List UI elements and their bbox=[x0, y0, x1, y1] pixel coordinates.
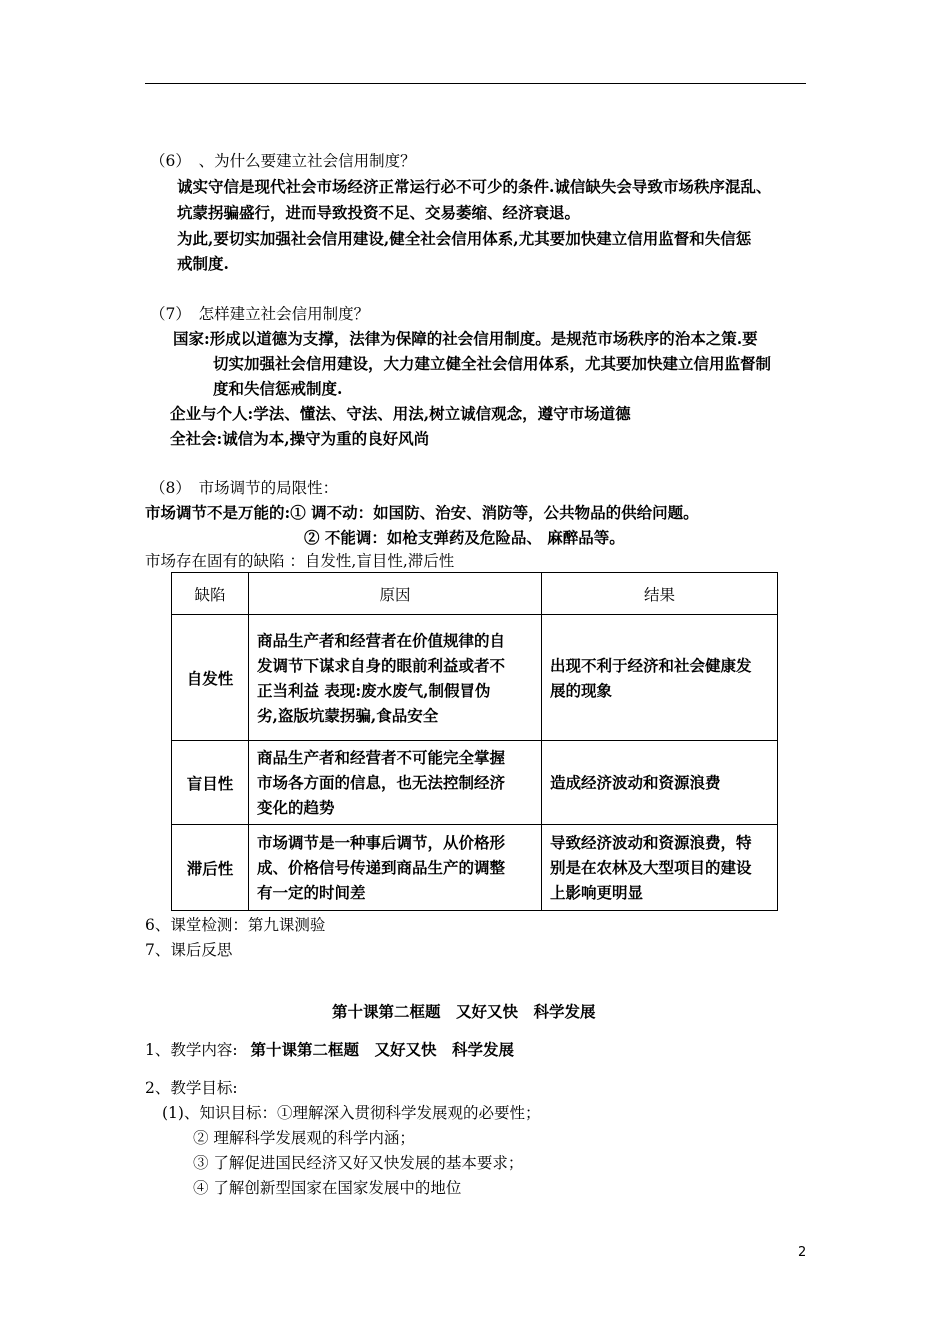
cause-line: 市场调节是一种事后调节，从价格形 bbox=[257, 833, 506, 852]
classroom-test: 6、课堂检测：第九课测验 bbox=[145, 916, 326, 934]
cause-line: 变化的趋势 bbox=[257, 798, 335, 817]
cause-line: 商品生产者和经营者在价值规律的自 bbox=[257, 630, 506, 650]
table-cell-defect bbox=[171, 614, 249, 741]
table-cell-cause bbox=[248, 824, 542, 911]
cause-line: 正当利益 表现:废水废气,制假冒伪 bbox=[257, 680, 491, 700]
q8-line: 市场调节不是万能的:① 调不动：如国防、治安、消防等，公共物品的供给问题。 bbox=[145, 503, 699, 522]
q8-title: （8） 市场调节的局限性： bbox=[150, 479, 339, 497]
q7-line: 国家:形成以道德为支撑，法律为保障的社会信用制度。是规范市场秩序的治本之策.要 bbox=[173, 329, 758, 348]
result-line: 造成经济波动和资源浪费 bbox=[550, 773, 721, 792]
table-cell-result bbox=[541, 824, 778, 911]
defect-label: 盲目性 bbox=[186, 773, 234, 793]
header-rule bbox=[145, 83, 806, 84]
q6-line: 为此,要切实加强社会信用建设,健全社会信用体系,尤其要加快建立信用监督和失信惩 bbox=[177, 229, 752, 248]
result-line: 展的现象 bbox=[550, 680, 613, 700]
q8-line: 市场存在固有的缺陷 ：自发性,盲目性,滞后性 bbox=[145, 552, 455, 570]
lesson-heading: 第十课第二框题 又好又快 科学发展 bbox=[332, 1002, 596, 1021]
table-cell-cause bbox=[248, 614, 542, 741]
table-cell-defect bbox=[171, 740, 249, 825]
content-label: 1、教学内容: bbox=[145, 1041, 238, 1059]
cause-line: 商品生产者和经营者不可能完全掌握 bbox=[257, 748, 506, 767]
defect-label: 滞后性 bbox=[186, 858, 234, 878]
q6-line: 坑蒙拐骗盛行，进而导致投资不足、交易萎缩、经济衰退。 bbox=[177, 203, 581, 222]
cause-line: 发调节下谋求自身的眼前利益或者不 bbox=[257, 655, 506, 675]
goal-item: ③ 了解促进国民经济又好又快发展的基本要求； bbox=[193, 1154, 524, 1172]
goal-item: (1)、知识目标：①理解深入贯彻科学发展观的必要性； bbox=[162, 1104, 541, 1122]
q6-line: 戒制度. bbox=[177, 254, 229, 273]
reflection: 7、课后反思 bbox=[145, 941, 233, 959]
goals-label: 2、教学目标: bbox=[145, 1079, 238, 1097]
content-value: 第十课第二框题 又好又快 科学发展 bbox=[250, 1040, 515, 1059]
goal-item: ④ 了解创新型国家在国家发展中的地位 bbox=[193, 1179, 462, 1197]
table-cell-result bbox=[541, 740, 778, 825]
table-cell-result bbox=[541, 614, 778, 741]
table-cell-defect bbox=[171, 824, 249, 911]
defect-label: 自发性 bbox=[186, 668, 234, 688]
q7-title: （7） 怎样建立社会信用制度？ bbox=[150, 305, 370, 323]
table-header-defect: 缺陷 bbox=[171, 572, 249, 615]
cause-line: 市场各方面的信息，也无法控制经济 bbox=[257, 773, 506, 792]
result-line: 别是在农林及大型项目的建设 bbox=[550, 858, 752, 877]
q7-line: 企业与个人:学法、懂法、守法、用法,树立诚信观念，遵守市场道德 bbox=[170, 404, 631, 423]
q6-title: （6） 、为什么要建立社会信用制度？ bbox=[150, 152, 416, 170]
goal-item: ② 理解科学发展观的科学内涵； bbox=[193, 1129, 415, 1147]
table-cell-cause bbox=[248, 740, 542, 825]
result-line: 导致经济波动和资源浪费，特 bbox=[550, 833, 752, 852]
table-header-cause: 原因 bbox=[248, 572, 542, 615]
cause-line: 有一定的时间差 bbox=[257, 883, 366, 902]
result-line: 上影响更明显 bbox=[550, 883, 644, 902]
page-number: 2 bbox=[798, 1245, 807, 1260]
cause-line: 劣,盗版坑蒙拐骗,食品安全 bbox=[257, 705, 439, 725]
result-line: 出现不利于经济和社会健康发 bbox=[550, 655, 752, 675]
q7-line: 切实加强社会信用建设，大力建立健全社会信用体系，尤其要加快建立信用监督制 bbox=[213, 354, 772, 373]
q8-line: ② 不能调：如枪支弹药及危险品、 麻醉品等。 bbox=[304, 528, 625, 547]
cause-line: 成、价格信号传递到商品生产的调整 bbox=[257, 858, 506, 877]
q7-line: 全社会:诚信为本,操守为重的良好风尚 bbox=[170, 429, 430, 448]
table-header-result: 结果 bbox=[541, 572, 778, 615]
q6-line: 诚实守信是现代社会市场经济正常运行必不可少的条件.诚信缺失会导致市场秩序混乱、 bbox=[177, 177, 772, 196]
q7-line: 度和失信惩戒制度. bbox=[213, 379, 343, 398]
content-row bbox=[145, 1040, 514, 1060]
